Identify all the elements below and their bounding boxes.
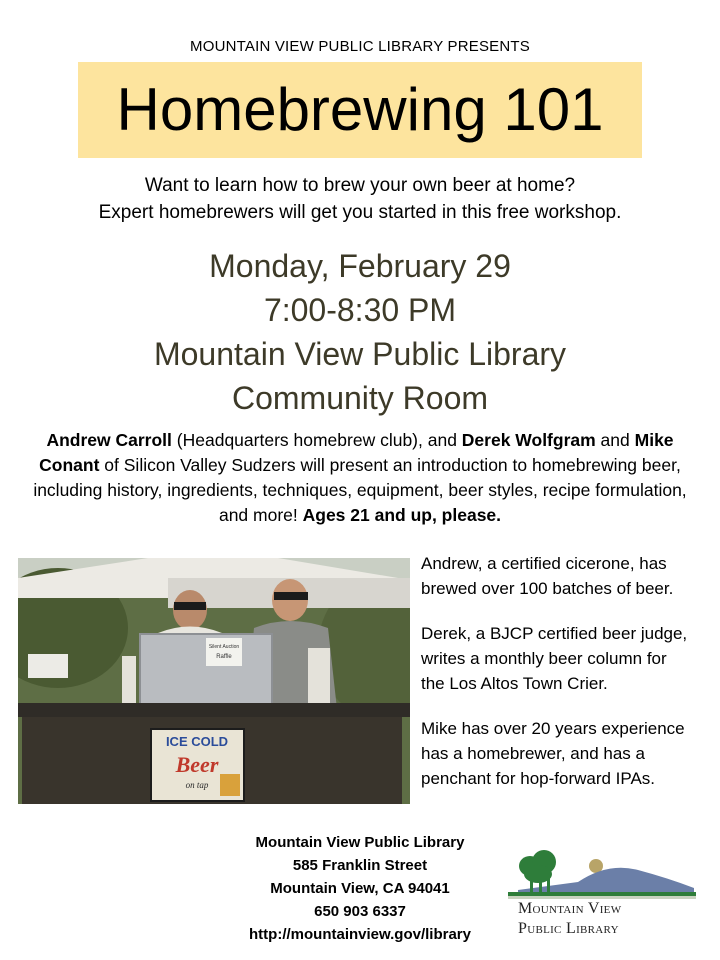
address-name: Mountain View Public Library (255, 834, 465, 851)
desc-text-1: (Headquarters homebrew club), and (171, 430, 462, 450)
bio-derek-line-3: the Los Altos Town Crier. (421, 674, 608, 693)
photo-illustration (18, 558, 410, 804)
address-phone: 650 903 6337 (314, 903, 406, 920)
bio-andrew-line-2: brewed over 100 batches of beer. (421, 579, 674, 598)
library-address (210, 831, 510, 946)
bio-mike-line-2: has a homebrewer, and has a (421, 744, 645, 763)
presenter-line: MOUNTAIN VIEW PUBLIC LIBRARY PRESENTS (190, 38, 530, 55)
presenter-andrew: Andrew Carroll (46, 430, 172, 450)
logo-mark-icon (508, 848, 696, 900)
bio-derek (421, 621, 720, 696)
age-notice: Ages 21 and up, please. (302, 505, 502, 525)
bio-andrew-line-1: Andrew, a certified cicerone, has (421, 554, 667, 573)
event-title: Homebrewing 101 (116, 76, 604, 143)
event-room: Community Room (231, 380, 489, 416)
bio-mike-line-3: penchant for hop-forward IPAs. (421, 769, 656, 788)
bio-mike (421, 716, 720, 791)
logo-line-2 (518, 920, 698, 938)
intro-line-1: Want to learn how to brew your own beer at home? (144, 175, 576, 196)
address-url[interactable]: http://mountainview.gov/library (249, 926, 471, 943)
banner-ice-cold: ICE COLD (165, 734, 229, 749)
address-street: 585 Franklin Street (292, 857, 428, 874)
title-banner (78, 62, 642, 158)
banner-beer: Beer (175, 752, 219, 777)
desc-text-3: of Silicon Valley Sudzers will present an introduction to homebrewing beer, including history, ingredients, techniques, equipment, beer styles, recipe formulation, and more! (33, 455, 687, 525)
bio-mike-line-1: Mike has over 20 years experience (421, 719, 685, 738)
bio-andrew (421, 551, 720, 601)
address-city: Mountain View, CA 94041 (270, 880, 450, 897)
workshop-description (20, 428, 700, 528)
presenters-photo (18, 558, 410, 804)
desc-text-2: and (595, 430, 635, 450)
banner-on-tap: on tap (185, 780, 209, 790)
event-venue: Mountain View Public Library (153, 336, 567, 372)
event-time: 7:00-8:30 PM (263, 292, 457, 328)
presenter-derek: Derek Wolfgram (461, 430, 596, 450)
sign-raffle: Raffle (216, 654, 232, 660)
event-details (0, 244, 720, 420)
logo-text-mountain-view: Mountain View (518, 900, 622, 917)
logo-line-1 (518, 900, 698, 918)
logo-text-public-library: Public Library (518, 920, 619, 937)
presenter-bios (421, 551, 720, 811)
event-date: Monday, February 29 (209, 248, 511, 284)
library-logo (508, 848, 696, 940)
sign-silent-auction: Silent Auction (208, 644, 240, 650)
intro-text (0, 172, 720, 226)
bio-derek-line-1: Derek, a BJCP certified beer judge, (421, 624, 688, 643)
bio-derek-line-2: writes a monthly beer column for (421, 649, 667, 668)
intro-line-2: Expert homebrewers will get you started in this free workshop. (98, 202, 622, 223)
presenter-mike: Mike Conant (39, 430, 674, 475)
